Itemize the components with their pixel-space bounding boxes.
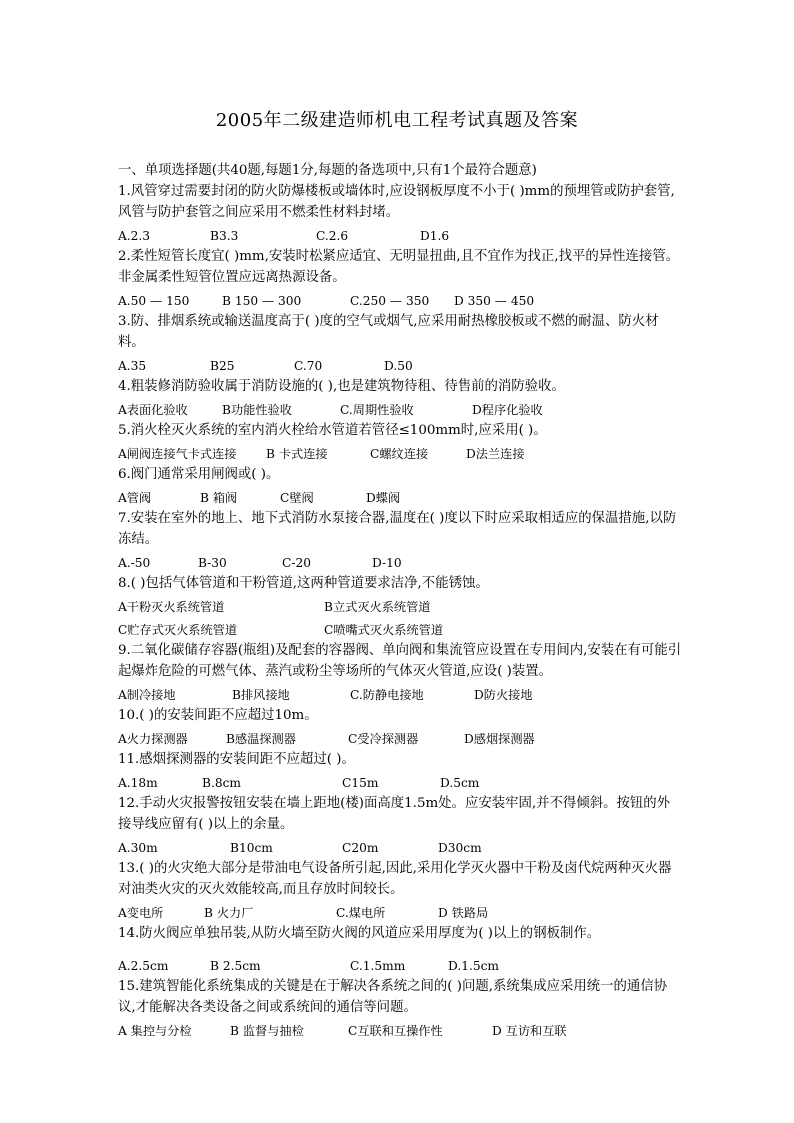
option-c: C15m xyxy=(342,776,379,790)
question-stem: 2.柔性短管长度宜( )mm,安装时松紧应适宜、无明显扭曲,且不宜作为找正,找平的异性连接管。非金属柔性短管位置应远离热源设备。 xyxy=(118,249,680,285)
option-a: A干粉灭火系统管道 xyxy=(118,600,225,614)
answer-options xyxy=(118,356,683,376)
option-d: D 互访和互联 xyxy=(492,1024,567,1038)
option-a: A.-50 xyxy=(118,556,151,570)
option-b: B 火力厂 xyxy=(204,906,254,920)
option-b: B 箱阀 xyxy=(200,491,238,505)
answer-options xyxy=(118,553,683,573)
option-d: D-10 xyxy=(372,556,402,570)
option-d: D蝶阀 xyxy=(366,491,401,505)
question-stem: 8.( )包括气体管道和干粉管道,这两种管道要求洁净,不能锈蚀。 xyxy=(118,576,489,591)
question-stem: 1.风管穿过需要封闭的防火防爆楼板或墙体时,应设钢板厚度不小于( )mm的预埋管或防护套管,风管与防护套管之间应采用不燃柔性材料封堵。 xyxy=(118,184,675,220)
section-heading: 一、单项选择题(共40题,每题1分,每题的备选项中,只有1个最符合题意) xyxy=(118,163,537,178)
option-c: C互联和互操作性 xyxy=(348,1024,443,1038)
option-c: C.250 — 350 xyxy=(350,294,430,308)
option-b: B感温探测器 xyxy=(226,732,296,746)
option-a: A制冷接地 xyxy=(118,688,176,702)
option-d: D 铁路局 xyxy=(438,906,489,920)
option-d: D感烟探测器 xyxy=(464,732,535,746)
option-b: B-30 xyxy=(198,556,227,570)
option-d: D防火接地 xyxy=(474,688,533,702)
question-stem: 14.防火阀应单独吊装,从防火墙至防火阀的风道应采用厚度为( )以上的钢板制作。 xyxy=(118,926,601,941)
option-d: D.1.5cm xyxy=(448,959,499,973)
option-a: A.18m xyxy=(118,776,158,790)
option-b: B25 xyxy=(210,359,235,373)
question-stem: 13.( )的火灾绝大部分是带油电气设备所引起,因此,采用化学灭火器中干粉及卤代烷两种灭火器对油类火灾的灭火效能较高,而且存放时间较长。 xyxy=(118,861,672,897)
answer-options xyxy=(118,444,683,464)
option-d: D法兰连接 xyxy=(466,447,525,461)
option-a: A表面化验收 xyxy=(118,403,188,417)
option-a: A.2.5cm xyxy=(118,959,169,973)
question-stem: 5.消火栓灭火系统的室内消火栓给水管道若管径≤100mm时,应采用( )。 xyxy=(118,423,547,438)
option-d: D1.6 xyxy=(420,229,450,243)
option-b: B3.3 xyxy=(210,229,239,243)
question-stem: 10.( )的安装间距不应超过10m。 xyxy=(118,708,318,723)
question-stem: 11.感烟探测器的安装间距不应超过( )。 xyxy=(118,752,355,767)
option-a: A火力探测器 xyxy=(118,732,188,746)
question-stem: 9.二氧化碳储存容器(瓶组)及配套的容器阀、单向阀和集流管应设置在专用间内,安装在有可能引起爆炸危险的可燃气体、蒸汽或粉尘等场所的气体灭火管道,应设( )装置。 xyxy=(118,643,682,679)
answer-options xyxy=(118,1021,683,1041)
answer-options xyxy=(118,903,683,923)
option-d: D 350 — 450 xyxy=(454,294,535,308)
option-a: A闸阀连接气卡式连接 xyxy=(118,447,237,461)
option-d: D程序化验收 xyxy=(472,403,543,417)
option-a: A.50 — 150 xyxy=(118,294,190,308)
answer-options xyxy=(118,226,683,246)
question-stem: 6.阀门通常采用闸阀或( )。 xyxy=(118,467,280,482)
option-c: C壁阀 xyxy=(280,491,314,505)
option-a: A.2.3 xyxy=(118,229,151,243)
answer-options xyxy=(118,400,683,420)
option-a: A 集控与分检 xyxy=(118,1024,192,1038)
answer-options xyxy=(118,956,683,976)
document-title: 2005年二级建造师机电工程考试真题及答案 xyxy=(215,110,579,131)
option-d: D.5cm xyxy=(440,776,480,790)
option-b: B 监督与抽检 xyxy=(230,1024,304,1038)
option-b: B立式灭火系统管道 xyxy=(324,600,431,614)
option-c: C.周期性验收 xyxy=(340,403,414,417)
option-c: C螺纹连接 xyxy=(370,447,429,461)
answer-options xyxy=(118,620,683,640)
document-body xyxy=(118,160,683,1041)
answer-options xyxy=(118,838,683,858)
answer-options xyxy=(118,729,683,749)
question-stem: 15.建筑智能化系统集成的关键是在于解决各系统之间的( )问题,系统集成应采用统一的通信协议,才能解决各类设备之间或系统间的通信等问题。 xyxy=(118,979,668,1015)
option-b: B 150 — 300 xyxy=(222,294,302,308)
option-b: B.8cm xyxy=(202,776,241,790)
answer-options xyxy=(118,488,683,508)
option-d: D.50 xyxy=(384,359,413,373)
answer-options xyxy=(118,685,683,705)
option-c: C.防静电接地 xyxy=(350,688,424,702)
answer-options xyxy=(118,291,683,311)
option-a: A管阀 xyxy=(118,491,152,505)
question-stem: 7.安装在室外的地上、地下式消防水泵接合器,温度在( )度以下时应采取相适应的保温措施,以防冻结。 xyxy=(118,511,677,547)
question-stem: 12.手动火灾报警按钮安装在墙上距地(楼)面高度1.5m处。应安装牢固,并不得倾斜。按钮的外接导线应留有( )以上的余量。 xyxy=(118,796,671,832)
option-c: C-20 xyxy=(282,556,311,570)
option-c: C.煤电所 xyxy=(336,906,386,920)
option-b: B排风接地 xyxy=(232,688,290,702)
option-c: C20m xyxy=(342,841,379,855)
option-c: C.2.6 xyxy=(316,229,349,243)
option-c: C受冷探测器 xyxy=(348,732,419,746)
question-stem: 4.粗装修消防验收属于消防设施的( ),也是建筑物待租、待售前的消防验收。 xyxy=(118,379,565,394)
option-a: A.35 xyxy=(118,359,147,373)
option-a: A.30m xyxy=(118,841,158,855)
option-d: D30cm xyxy=(438,841,482,855)
option-b: B 卡式连接 xyxy=(266,447,328,461)
option-b: B 2.5cm xyxy=(210,959,261,973)
spacer xyxy=(118,944,683,953)
answer-options xyxy=(118,597,683,617)
option-b: B功能性验收 xyxy=(222,403,292,417)
option-c: C.1.5mm xyxy=(350,959,406,973)
option-c: C贮存式灭火系统管道 xyxy=(118,623,238,637)
option-d: C喷嘴式灭火系统管道 xyxy=(324,623,444,637)
option-a: A变电所 xyxy=(118,906,164,920)
option-c: C.70 xyxy=(294,359,323,373)
option-b: B10cm xyxy=(230,841,273,855)
answer-options xyxy=(118,773,683,793)
question-stem: 3.防、排烟系统或输送温度高于( )度的空气或烟气,应采用耐热橡胶板或不燃的耐温、防火材料。 xyxy=(118,314,659,350)
